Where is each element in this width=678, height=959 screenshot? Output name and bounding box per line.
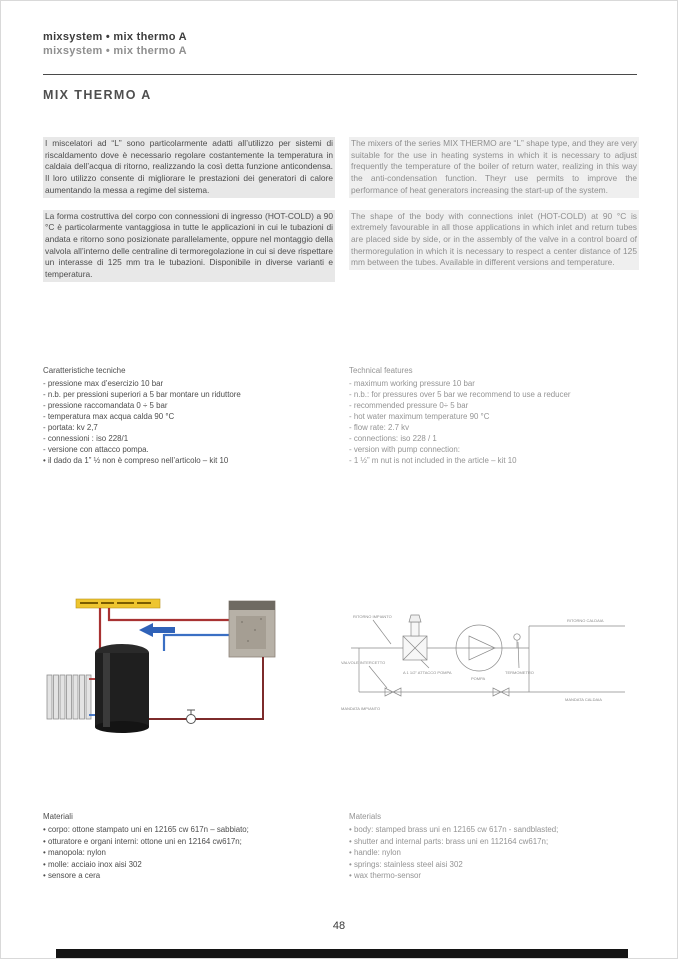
tech-list-en <box>349 378 639 466</box>
radiator <box>47 675 91 719</box>
materials-section-italian <box>43 812 335 882</box>
boiler-unit <box>229 601 275 657</box>
tech-item: - recommended pressure 0÷ 5 bar <box>349 401 469 410</box>
tech-item: - pressione raccomandata 0 ÷ 5 bar <box>43 401 168 410</box>
material-item: • otturatore e organi interni: ottone uni en 12164 cw617n; <box>43 836 242 846</box>
tech-section-english <box>349 366 639 466</box>
diagram-label-mandata-impianto: MANDATA IMPIANTO <box>341 706 381 711</box>
diagram-label-attacco-pompa: A 1 1/2" ATTACCO POMPA <box>403 670 452 675</box>
material-item: • handle: nylon <box>349 848 401 857</box>
diagram-label-ritorno-caldaia: RITORNO CALDAIA <box>567 618 604 623</box>
material-item: • wax thermo-sensor <box>349 871 422 880</box>
tech-item: • il dado da 1” ½ non è compreso nell’articolo – kit 10 <box>43 456 229 465</box>
tech-item: - hot water maximum temperature 90 °C <box>349 412 490 421</box>
installation-scheme-svg <box>43 589 293 747</box>
tech-item: - n.b.: for pressures over 5 bar we recommend to use a reducer <box>349 390 571 399</box>
tech-item: - connessioni : iso 228/1 <box>43 434 129 443</box>
tech-section-italian <box>43 366 335 466</box>
header-divider <box>43 74 637 75</box>
material-item: • manopola: nylon <box>43 848 106 857</box>
tech-item: - flow rate: 2.7 kv <box>349 423 410 432</box>
intro-en-paragraph-1: The mixers of the series MIX THERMO are “L” shape type, and they are very suitable for the use in heating systems in which it is necessary to adjust frequently the temperature of the boiler of return water, realizing in this way the anti-condensation function. Theyr use permits to improve the performance of heat generators increasing the start-up of the system. <box>349 137 639 198</box>
page-title: MIX THERMO A <box>43 88 152 102</box>
material-item: • springs: stainless steel aisi 302 <box>349 859 463 869</box>
tech-item: - versione con attacco pompa. <box>43 445 149 454</box>
material-item: • sensore a cera <box>43 871 101 880</box>
tech-item: - maximum working pressure 10 bar <box>349 379 475 388</box>
header-brand-line-1: mixsystem • mix thermo A <box>43 31 187 43</box>
intro-english <box>349 137 639 282</box>
storage-tank <box>95 644 149 733</box>
tech-item: - portata: kv 2,7 <box>43 423 98 432</box>
diagram-label-pompa: POMPA <box>471 676 486 681</box>
material-item: • corpo: ottone stampato uni en 12165 cw 617n – sabbiato; <box>43 825 249 834</box>
valve-assembly-drawing <box>329 604 641 722</box>
tech-title-en: Technical features <box>349 366 413 375</box>
diagram-label-valvole-intercetto: VALVOLE INTERCETTO <box>341 660 386 665</box>
intro-it-paragraph-1: I miscelatori ad “L” sono particolarmente adatti all’utilizzo per sistemi di riscaldamento dove è necessario regolare costantemente la temperatura in caldaia dell’acqua di ritorno, realizzando la così detta funzione anticondensa. Il loro utilizzo consente di migliorare le prestazioni dei generatori di calore aumentando la messa a regime del sistema. <box>43 137 335 198</box>
diagram-label-ritorno-impianto: RITORNO IMPIANTO <box>353 614 392 619</box>
material-item: • body: stamped brass uni en 12165 cw 617n - sandblasted; <box>349 825 559 834</box>
materials-list-en <box>349 824 639 882</box>
installation-scheme-diagram <box>43 589 293 747</box>
materials-section-english <box>349 812 639 882</box>
materials-title-it: Materiali <box>43 812 73 821</box>
yellow-caption-strip <box>76 599 160 608</box>
tech-list-it <box>43 378 335 466</box>
tech-item: - version with pump connection: <box>349 445 460 454</box>
material-item: • molle: acciaio inox aisi 302 <box>43 859 142 869</box>
thermometer-symbol <box>514 634 520 648</box>
diagram-label-mandata-caldaia: MANDATA CALDAIA <box>565 697 602 702</box>
intro-italian <box>43 137 335 294</box>
header-brand-line-2: mixsystem • mix thermo A <box>43 45 187 57</box>
tech-item: - 1 ½” m nut is not included in the article – kit 10 <box>349 456 517 465</box>
tech-item: - temperatura max acqua calda 90 °C <box>43 412 175 421</box>
shutoff-valve-icon <box>187 710 196 724</box>
diagram-label-termometro: TERMOMETRO <box>505 670 534 675</box>
tech-item: - n.b. per pressioni superiori a 5 bar montare un riduttore <box>43 390 241 399</box>
mixing-valve-symbol <box>403 615 427 660</box>
tech-title-it: Caratteristiche tecniche <box>43 366 126 375</box>
page-edge-bar <box>56 949 628 959</box>
material-item: • shutter and internal parts: brass uni en 112164 cw617n; <box>349 836 549 846</box>
page-number: 48 <box>332 920 346 932</box>
materials-list-it <box>43 824 335 882</box>
tech-item: - connections: iso 228 / 1 <box>349 434 437 443</box>
materials-title-en: Materials <box>349 812 382 821</box>
valve-assembly-svg <box>329 604 641 722</box>
tech-item: - pressione max d’esercizio 10 bar <box>43 379 164 388</box>
cold-water-pipes <box>164 634 231 651</box>
return-pipe <box>149 657 264 720</box>
intro-en-paragraph-2: The shape of the body with connections inlet (HOT-COLD) at 90 °C is extremely favourable in all those applications in which inlet and return tubes are placed side by side, or in the assembly of the valve in a control board of thermoregulation in which it is necessary to respect a center distance of 125 mm between the tubes. Available in different versions and temperature. <box>349 210 639 271</box>
intro-it-paragraph-2: La forma costruttiva del corpo con connessioni di ingresso (HOT-COLD) a 90 °C è particolarmente vantaggiosa in tutte le applicazioni in cui le tubazioni di andata e ritorno sono posizionate parallelamente, oppure nel montaggio della valvola all’interno delle centraline di termoregolazione in cui si deve rispettare un interasse di 125 mm tra le tubazioni. Disponibile in diverse varianti e temperatura. <box>43 210 335 282</box>
